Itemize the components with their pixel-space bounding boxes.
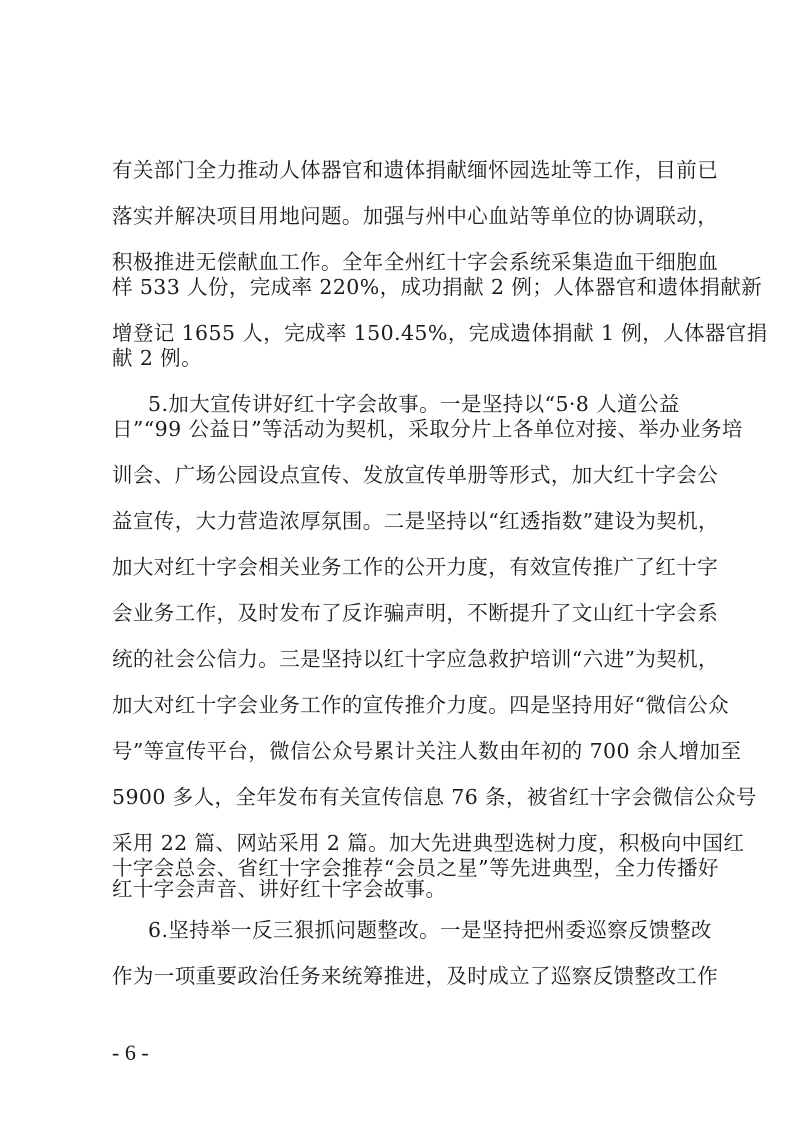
page-number: - 6 - [112,1040,149,1065]
text-line: 加大对红十字会业务工作的宣传推介力度。四是坚持用好“微信公众 [112,693,729,717]
text-line: 日”“99 公益日”等活动为契机，采取分片上各单位对接、举办业务培 [112,417,743,441]
text-line: 红十字会声音、讲好红十字会故事。 [112,877,447,901]
text-line: 落实并解决项目用地问题。加强与州中心血站等单位的协调联动， [112,204,719,228]
text-line: 作为一项重要政治任务来统筹推进，及时成立了巡察反馈整改工作 [112,964,719,988]
text-line: 会业务工作，及时发布了反诈骗声明，不断提升了文山红十字会系 [112,601,719,625]
text-line: 号”等宣传平台，微信公众号累计关注人数由年初的 700 余人增加至 [112,739,742,763]
text-line: 加大对红十字会相关业务工作的公开力度，有效宣传推广了红十字 [112,555,719,579]
text-line: 采用 22 篇、网站采用 2 篇。加大先进典型选树力度，积极向中国红 [112,831,745,855]
section-heading-line: 6.坚持举一反三狠抓问题整改。一是坚持把州委巡察反馈整改 [148,918,712,942]
text-line: 献 2 例。 [112,346,202,370]
text-line: 统的社会公信力。三是坚持以红十字应急救护培训“六进”为契机， [112,647,719,671]
text-line: 积极推进无偿献血工作。全年全州红十字会系统采集造血干细胞血 [112,250,719,274]
text-line: 样 533 人份，完成率 220%，成功捐献 2 例；人体器官和遗体捐献新 [112,275,763,299]
text-line: 增登记 1655 人，完成率 150.45%，完成遗体捐献 1 例，人体器官捐 [112,321,768,345]
text-line: 益宣传，大力营造浓厚氛围。二是坚持以“红透指数”建设为契机， [112,509,719,533]
text-line: 有关部门全力推动人体器官和遗体捐献缅怀园选址等工作，目前已 [112,158,719,182]
text-line: 训会、广场公园设点宣传、发放宣传单册等形式，加大红十字会公 [112,463,719,487]
text-line: 5900 多人，全年发布有关宣传信息 76 条，被省红十字会微信公众号 [112,785,757,809]
section-heading-line: 5.加大宣传讲好红十字会故事。一是坚持以“5·8 人道公益 [148,392,680,416]
text-line: 十字会总会、省红十字会推荐“会员之星”等先进典型，全力传播好 [112,856,719,880]
